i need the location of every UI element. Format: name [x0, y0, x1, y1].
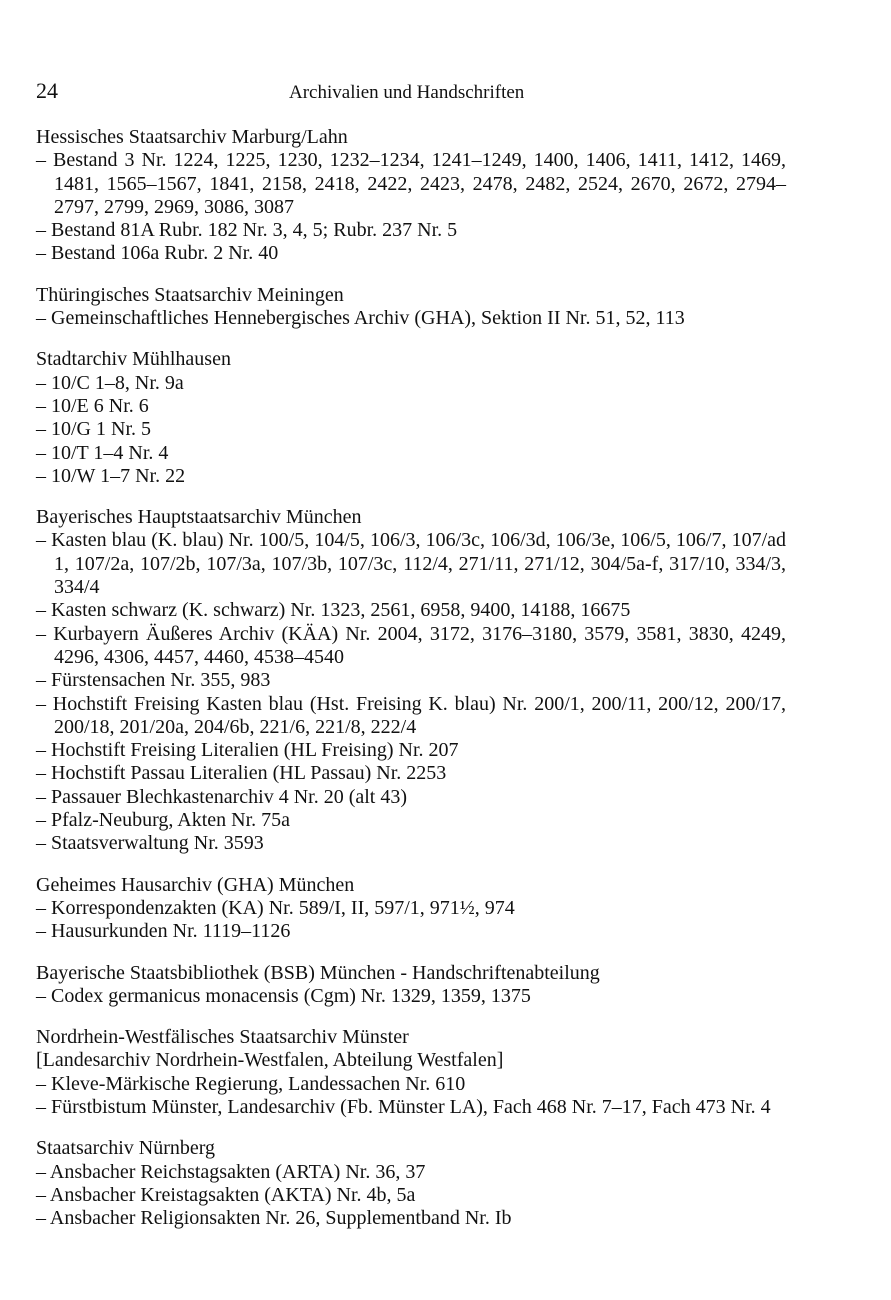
list-item: – Ansbacher Reichstagsakten (ARTA) Nr. 36, 37	[36, 1160, 426, 1183]
list-item: – 10/T 1–4 Nr. 4	[36, 441, 169, 464]
section-marburg	[36, 126, 786, 266]
section-muenster	[36, 1026, 786, 1119]
list-item: – Passauer Blechkastenarchiv 4 Nr. 20 (alt 43)	[36, 785, 408, 808]
list-item: – Kasten schwarz (K. schwarz) Nr. 1323, 2561, 6958, 9400, 14188, 16675	[36, 599, 631, 622]
page-header	[36, 78, 786, 108]
section-gha-muenchen	[36, 874, 786, 944]
section-bayhsta	[36, 506, 786, 855]
list-item: – Bestand 106a Rubr. 2 Nr. 40	[36, 242, 279, 265]
section-heading: Bayerische Staatsbibliothek (BSB) München - Handschriftenabteilung	[36, 961, 600, 984]
section-meiningen	[36, 284, 786, 331]
section-heading: Geheimes Hausarchiv (GHA) München	[36, 873, 355, 896]
list-item: – Gemeinschaftliches Hennebergisches Archiv (GHA), Sektion II Nr. 51, 52, 113	[36, 307, 685, 330]
list-item: – Fürstensachen Nr. 355, 983	[36, 669, 271, 692]
list-item: – Kurbayern Äußeres Archiv (KÄA) Nr. 2004, 3172, 3176–3180, 3579, 3581, 3830, 4249, 4296, 4306, 4457, 4460, 4538–4540	[36, 622, 786, 668]
section-subheading: [Landesarchiv Nordrhein-Westfalen, Abteilung Westfalen]	[36, 1049, 504, 1072]
list-item: – Korrespondenzakten (KA) Nr. 589/I, II, 597/1, 971½, 974	[36, 896, 515, 919]
section-heading: Stadtarchiv Mühlhausen	[36, 348, 231, 371]
list-item: – Bestand 81A Rubr. 182 Nr. 3, 4, 5; Rubr. 237 Nr. 5	[36, 219, 458, 242]
list-item: – Kleve-Märkische Regierung, Landessachen Nr. 610	[36, 1072, 466, 1095]
section-heading: Nordrhein-Westfälisches Staatsarchiv Münster	[36, 1026, 409, 1049]
list-item: – Codex germanicus monacensis (Cgm) Nr. 1329, 1359, 1375	[36, 984, 531, 1007]
list-item: – 10/G 1 Nr. 5	[36, 418, 151, 441]
list-item: – Bestand 3 Nr. 1224, 1225, 1230, 1232–1234, 1241–1249, 1400, 1406, 1411, 1412, 1469, 1481, 1565–1567, 1841, 2158, 2418, 2422, 2423, 2478, 2482, 2524, 2670, 2672, 2794–2797, 2799, 2969, 3086, 3087	[36, 149, 786, 218]
section-heading: Thüringisches Staatsarchiv Meiningen	[36, 283, 344, 306]
running-title: Archivalien und Handschriften	[289, 82, 525, 103]
section-heading: Hessisches Staatsarchiv Marburg/Lahn	[36, 126, 348, 148]
list-item: – Pfalz-Neuburg, Akten Nr. 75a	[36, 809, 291, 832]
section-bsb	[36, 962, 786, 1009]
list-item: – Hausurkunden Nr. 1119–1126	[36, 920, 291, 943]
section-muehlhausen	[36, 348, 786, 488]
list-item: – Hochstift Freising Literalien (HL Freising) Nr. 207	[36, 739, 459, 762]
archive-list	[36, 126, 786, 1248]
section-nuernberg	[36, 1137, 786, 1230]
list-item: – 10/W 1–7 Nr. 22	[36, 464, 186, 487]
list-item: – 10/C 1–8, Nr. 9a	[36, 371, 184, 394]
list-item: – 10/E 6 Nr. 6	[36, 394, 149, 417]
section-heading: Bayerisches Hauptstaatsarchiv München	[36, 506, 362, 529]
page-number: 24	[36, 78, 58, 103]
list-item: – Kasten blau (K. blau) Nr. 100/5, 104/5, 106/3, 106/3c, 106/3d, 106/3e, 106/5, 106/7, 107/ad 1, 107/2a, 107/2b, 107/3a, 107/3b, 107/3c, 112/4, 271/11, 271/12, 304/5a-f, 317/10, 334/3, 334/4	[36, 529, 786, 599]
list-item: – Hochstift Freising Kasten blau (Hst. Freising K. blau) Nr. 200/1, 200/11, 200/12, 200/17, 200/18, 201/20a, 204/6b, 221/6, 221/8, 222/4	[36, 692, 786, 738]
list-item: – Hochstift Passau Literalien (HL Passau) Nr. 2253	[36, 762, 447, 785]
list-item: – Staatsverwaltung Nr. 3593	[36, 832, 264, 855]
section-heading: Staatsarchiv Nürnberg	[36, 1137, 216, 1160]
list-item: – Fürstbistum Münster, Landesarchiv (Fb. Münster LA), Fach 468 Nr. 7–17, Fach 473 Nr. 4	[36, 1095, 771, 1118]
list-item: – Ansbacher Religionsakten Nr. 26, Supplementband Nr. Ib	[36, 1207, 512, 1230]
list-item: – Ansbacher Kreistagsakten (AKTA) Nr. 4b, 5a	[36, 1183, 416, 1206]
